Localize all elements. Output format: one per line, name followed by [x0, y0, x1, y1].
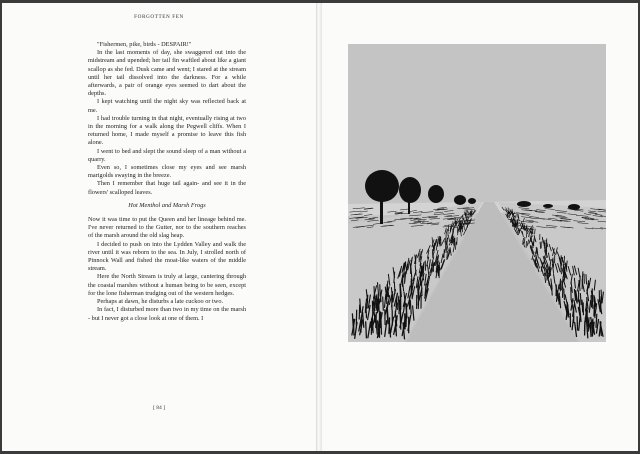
paragraph: I went to bed and slept the sound sleep of a man without a quarry.: [88, 147, 246, 163]
landscape-engraving-icon: [348, 44, 606, 342]
paragraph: I decided to push on into the Lydden Valley and walk the river until it was reborn to the sea. In July, I strolled north of Pinnock Wall and fished the moat-like waters of the middle stream.: [88, 240, 246, 273]
paragraph: In the last moments of day, she swaggered out into the midstream and upended; her tail fin waftled about like a giant scallop as she fed. Dusk came and went; I stared at the stream until her tail dissolved into the darkness. For a while afterwards, a pair of orange eyes seemed to dart about the depths.: [88, 49, 246, 98]
paragraph: I had trouble turning in that night, eventually rising at two in the morning for a walk along the Pegwell cliffs. When I returned home, I made myself a promise to leave this fish alone.: [88, 114, 246, 147]
page-number: [ 84 ]: [152, 405, 166, 411]
paragraph: Now it was time to put the Queen and her lineage behind me. I've never returned to the Gutter, nor to the southern reaches of the marsh around the old slag heap.: [88, 216, 246, 240]
paragraph: Even so, I sometimes close my eyes and see marsh marigolds swaying in the breeze.: [88, 164, 246, 180]
paragraph: Then I remember that huge tail again- and see it in the flowers' scalloped leaves.: [88, 180, 246, 196]
section-subhead: Hot Menthol and Marsh Frogs: [128, 201, 206, 209]
paragraph: "Fishermen, pike, birds - DESPAIR!": [97, 41, 192, 48]
body-text: [88, 41, 246, 323]
paragraph: Here the North Stream is truly at large, cantering through the coastal marshes without a human being to be seen, except for the lone fisherman trudging out of the western hedges.: [88, 273, 246, 297]
running-head: FORGOTTEN FEN: [134, 14, 184, 20]
paragraph: Perhaps at dawn, he disturbs a late cuckoo or two.: [97, 298, 224, 306]
paragraph: I kept watching until the night sky was reflected back at me.: [88, 98, 246, 114]
left-page: [2, 3, 316, 451]
paragraph: In fact, I disturbed more than two in my time on the marsh - but I never got a close look at one of them. I: [88, 306, 246, 322]
